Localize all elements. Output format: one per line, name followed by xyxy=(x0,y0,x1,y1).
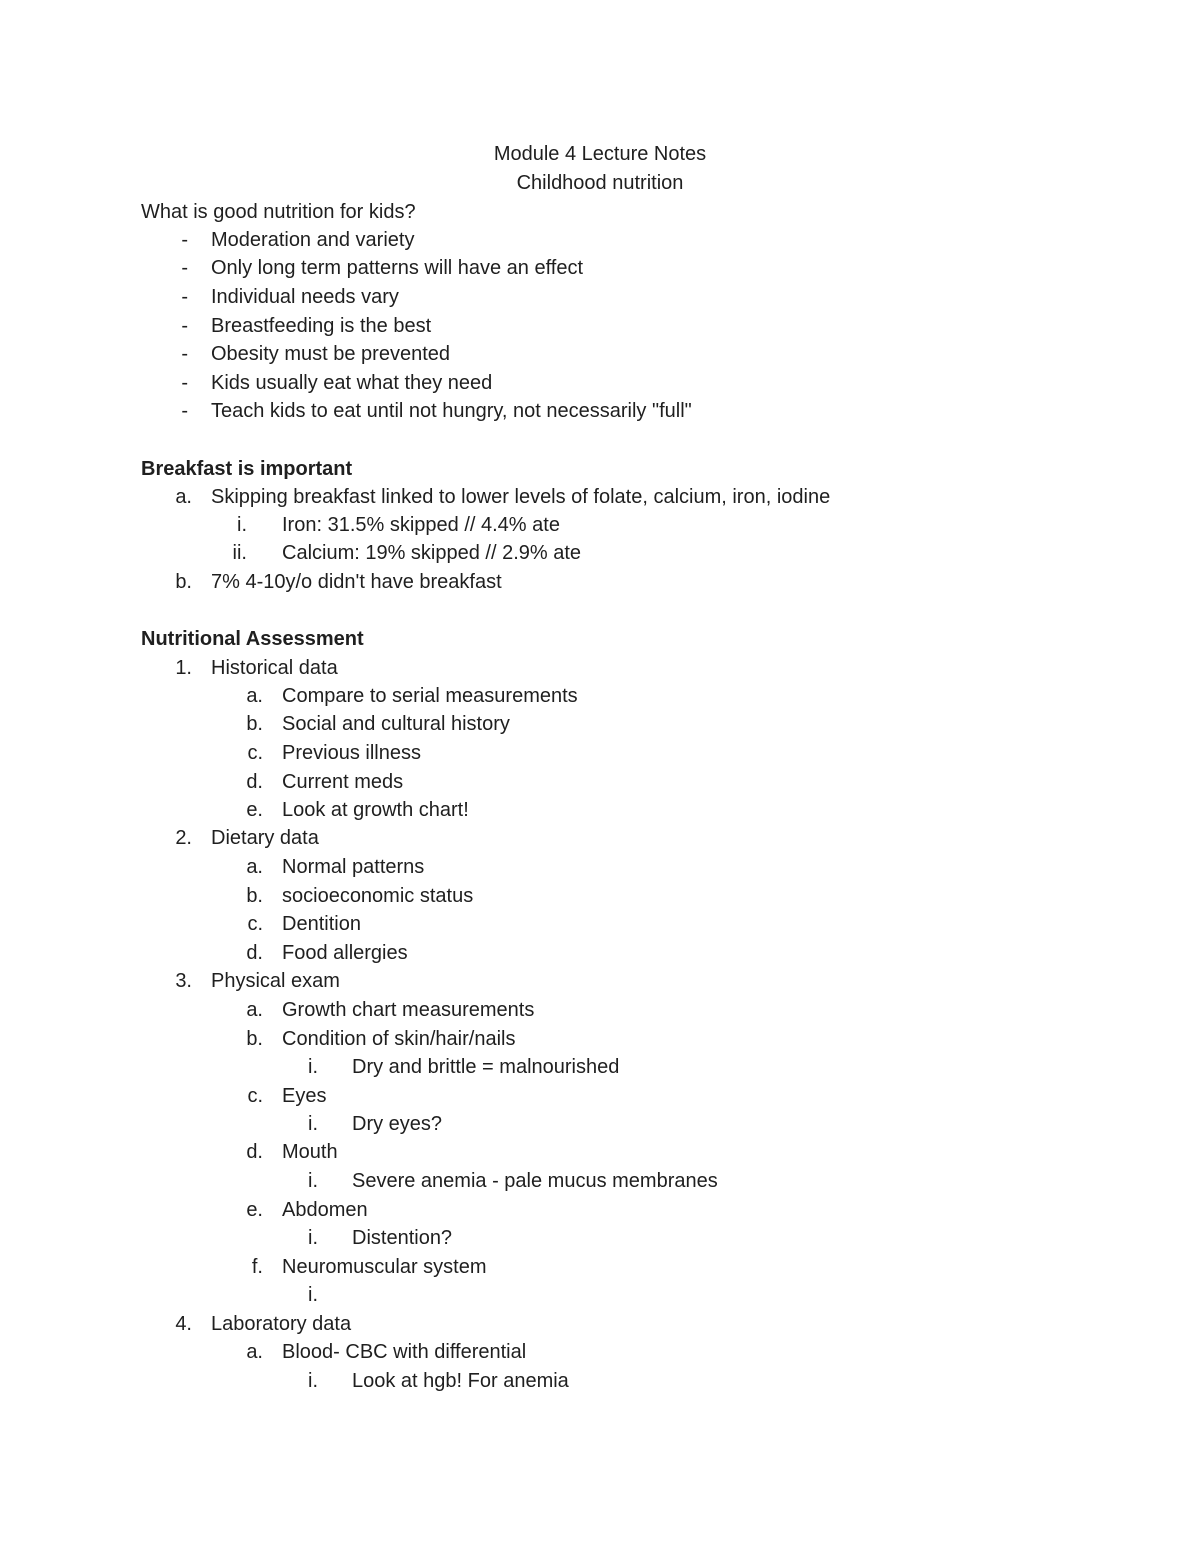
list-marker: a. xyxy=(175,486,192,508)
list-item: Skipping breakfast linked to lower levels of folate, calcium, iron, iodine xyxy=(211,486,831,508)
list-marker: a. xyxy=(246,999,263,1021)
list-item: Physical exam xyxy=(211,970,340,992)
bullet-marker: - xyxy=(181,257,188,279)
list-marker: d. xyxy=(246,771,263,793)
list-item: Current meds xyxy=(282,771,404,793)
list-item: socioeconomic status xyxy=(282,885,474,907)
list-marker: f. xyxy=(251,1256,263,1278)
list-item: Dry and brittle = malnourished xyxy=(352,1056,620,1078)
list-item: Food allergies xyxy=(282,942,408,964)
list-item: Look at growth chart! xyxy=(282,799,469,821)
list-marker: a. xyxy=(246,1341,263,1363)
list-marker: b. xyxy=(246,713,263,735)
list-marker: d. xyxy=(246,942,263,964)
list-marker: i. xyxy=(308,1370,318,1392)
list-marker: i. xyxy=(308,1056,318,1078)
list-item: Compare to serial measurements xyxy=(282,685,578,707)
list-marker: 3. xyxy=(175,970,192,992)
list-marker: b. xyxy=(175,571,192,593)
list-item: Mouth xyxy=(282,1141,338,1163)
list-marker: c. xyxy=(247,742,263,764)
list-item: Kids usually eat what they need xyxy=(211,372,493,394)
list-item: Eyes xyxy=(282,1085,327,1107)
list-item: Neuromuscular system xyxy=(282,1256,487,1278)
list-item: Laboratory data xyxy=(211,1313,352,1335)
list-marker: ii. xyxy=(232,542,247,564)
list-item: Breastfeeding is the best xyxy=(211,315,432,337)
assessment-heading: Nutritional Assessment xyxy=(141,628,364,650)
list-item: Social and cultural history xyxy=(282,713,510,735)
list-item: Individual needs vary xyxy=(211,286,399,308)
list-marker: 4. xyxy=(175,1313,192,1335)
page-title: Module 4 Lecture Notes xyxy=(493,143,707,165)
list-marker: 1. xyxy=(175,657,192,679)
list-marker: e. xyxy=(246,1199,263,1221)
list-item: Iron: 31.5% skipped // 4.4% ate xyxy=(282,514,560,536)
list-item: Look at hgb! For anemia xyxy=(352,1370,569,1392)
list-marker: a. xyxy=(246,856,263,878)
list-marker: i. xyxy=(308,1113,318,1135)
bullet-marker: - xyxy=(181,286,188,308)
list-item: 7% 4-10y/o didn't have breakfast xyxy=(211,571,502,593)
list-marker: c. xyxy=(247,913,263,935)
list-item: Obesity must be prevented xyxy=(211,343,451,365)
list-item: Normal patterns xyxy=(282,856,425,878)
list-item: Dietary data xyxy=(211,827,319,849)
list-item: Blood- CBC with differential xyxy=(282,1341,527,1363)
list-item: Calcium: 19% skipped // 2.9% ate xyxy=(282,542,582,564)
breakfast-heading: Breakfast is important xyxy=(141,458,353,480)
list-item: Only long term patterns will have an effect xyxy=(211,257,584,279)
list-item: Distention? xyxy=(352,1227,453,1249)
list-marker: i. xyxy=(308,1227,318,1249)
list-marker: a. xyxy=(246,685,263,707)
list-item: Moderation and variety xyxy=(211,229,415,251)
bullet-marker: - xyxy=(181,343,188,365)
list-marker: i. xyxy=(308,1284,318,1306)
list-marker: e. xyxy=(246,799,263,821)
good-nutrition-heading: What is good nutrition for kids? xyxy=(141,201,416,223)
list-item: Growth chart measurements xyxy=(282,999,535,1021)
list-item: Dry eyes? xyxy=(352,1113,443,1135)
list-marker: i. xyxy=(308,1170,318,1192)
bullet-marker: - xyxy=(181,315,188,337)
list-item: Dentition xyxy=(282,913,361,935)
bullet-marker: - xyxy=(181,372,188,394)
list-marker: b. xyxy=(246,885,263,907)
list-item: Previous illness xyxy=(282,742,421,764)
list-item: Historical data xyxy=(211,657,338,679)
list-marker: b. xyxy=(246,1028,263,1050)
list-marker: i. xyxy=(237,514,247,536)
bullet-marker: - xyxy=(181,229,188,251)
list-item: Condition of skin/hair/nails xyxy=(282,1028,516,1050)
list-item: Teach kids to eat until not hungry, not necessarily "full" xyxy=(211,400,692,422)
list-item: Severe anemia - pale mucus membranes xyxy=(352,1170,718,1192)
list-marker: c. xyxy=(247,1085,263,1107)
list-marker: d. xyxy=(246,1141,263,1163)
page-subtitle: Childhood nutrition xyxy=(516,172,684,194)
list-marker: 2. xyxy=(175,827,192,849)
list-item: Abdomen xyxy=(282,1199,368,1221)
bullet-marker: - xyxy=(181,400,188,422)
